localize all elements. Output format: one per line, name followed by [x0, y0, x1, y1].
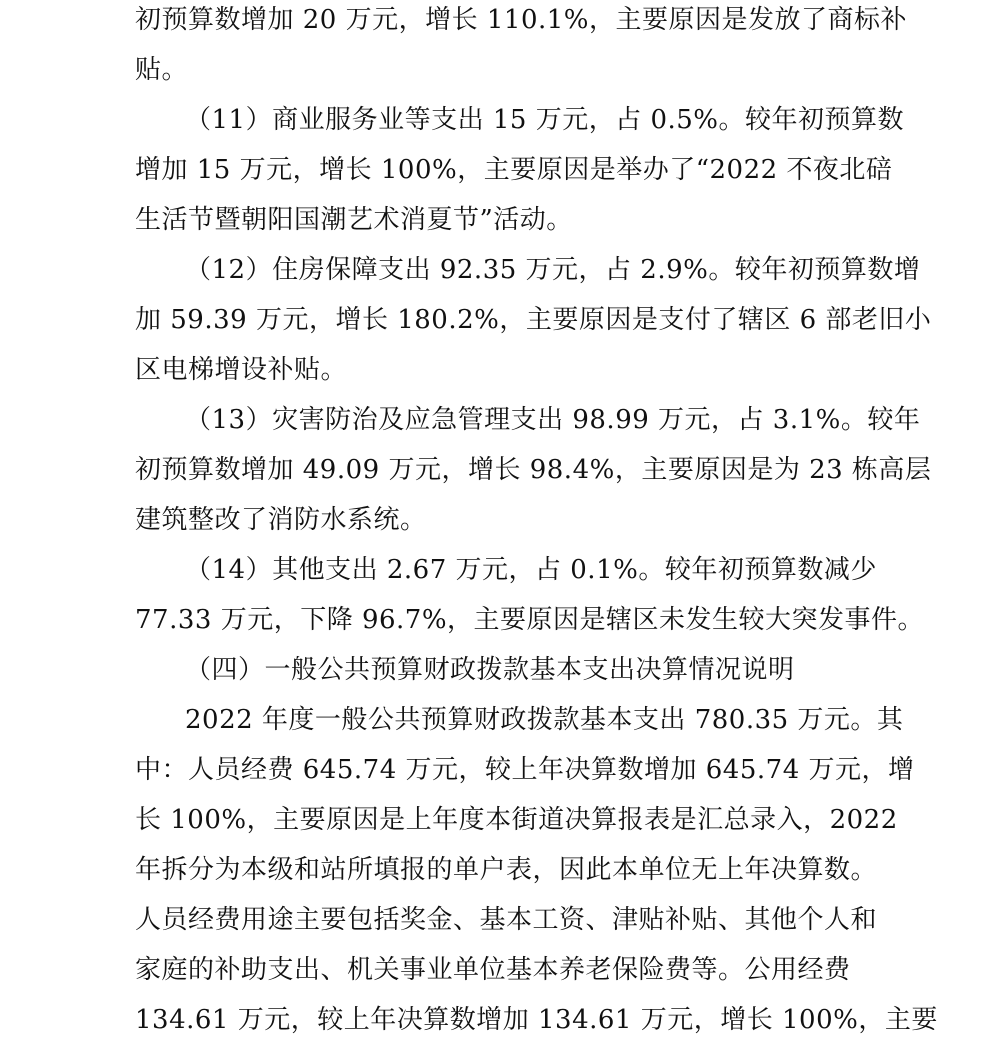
text-line-19: 人员经费用途主要包括奖金、基本工资、津贴补贴、其他个人和 — [135, 905, 878, 935]
text-line-1: 初预算数增加 20 万元，增长 110.1%，主要原因是发放了商标补 — [135, 5, 908, 35]
text-line-16: 中：人员经费 645.74 万元，较上年决算数增加 645.74 万元，增 — [135, 755, 915, 785]
text-line-13: 77.33 万元，下降 96.7%，主要原因是辖区未发生较大突发事件。 — [135, 605, 925, 635]
text-line-17: 长 100%，主要原因是上年度本街道决算报表是汇总录入，2022 — [135, 805, 898, 835]
text-line-20: 家庭的补助支出、机关事业单位基本养老保险费等。公用经费 — [135, 955, 851, 985]
text-line-21: 134.61 万元，较上年决算数增加 134.61 万元，增长 100%，主要 — [135, 1005, 938, 1035]
text-line-2: 贴。 — [135, 55, 189, 85]
text-line-8: 区电梯增设补贴。 — [135, 355, 348, 385]
text-line-9: （13）灾害防治及应急管理支出 98.99 万元，占 3.1%。较年 — [185, 405, 921, 435]
text-line-6: （12）住房保障支出 92.35 万元，占 2.9%。较年初预算数增 — [185, 255, 921, 285]
text-line-15: 2022 年度一般公共预算财政拨款基本支出 780.35 万元。其 — [185, 705, 904, 735]
text-line-11: 建筑整改了消防水系统。 — [135, 505, 427, 535]
text-line-12: （14）其他支出 2.67 万元，占 0.1%。较年初预算数减少 — [185, 555, 877, 585]
text-line-4: 增加 15 万元，增长 100%，主要原因是举办了“2022 不夜北碚 — [135, 155, 893, 185]
text-line-7: 加 59.39 万元，增长 180.2%，主要原因是支付了辖区 6 部老旧小 — [135, 305, 932, 335]
section-heading: （四）一般公共预算财政拨款基本支出决算情况说明 — [185, 655, 795, 685]
text-line-10: 初预算数增加 49.09 万元，增长 98.4%，主要原因是为 23 栋高层 — [135, 455, 932, 485]
text-line-3: （11）商业服务业等支出 15 万元，占 0.5%。较年初预算数 — [185, 105, 905, 135]
text-line-18: 年拆分为本级和站所填报的单户表，因此本单位无上年决算数。 — [135, 855, 878, 885]
text-line-5: 生活节暨朝阳国潮艺术消夏节”活动。 — [135, 205, 573, 235]
